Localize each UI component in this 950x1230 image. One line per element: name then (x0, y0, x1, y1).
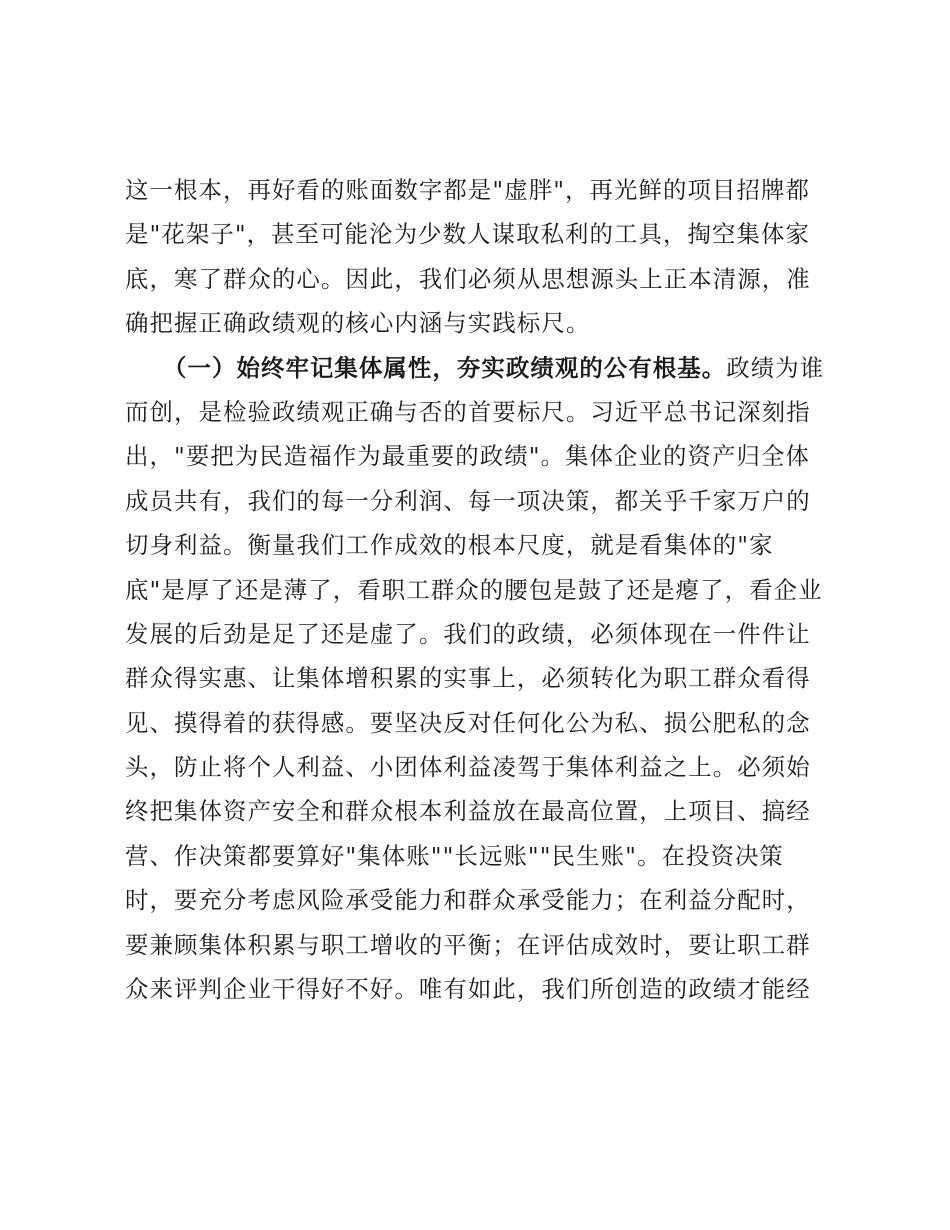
text-line: 这一根本，再好看的账面数字都是"虚胖"，再光鲜的项目招牌都 (125, 176, 810, 204)
text-line-rest: 政绩为谁 (726, 353, 825, 382)
text-line: 成员共有，我们的每一分利润、每一项决策，都关乎千家万户的 (125, 486, 811, 515)
text-line: 底"是厚了还是薄了，看职工群众的腰包是鼓了还是瘪了，看企业 (125, 575, 823, 604)
body-text (125, 168, 835, 1011)
text-line: 底，寒了群众的心。因此，我们必须从思想源头上正本清源，准 (125, 264, 811, 293)
text-line: 切身利益。衡量我们工作成效的根本尺度，就是看集体的"家 (125, 531, 774, 560)
section-heading: （一）始终牢记集体属性，夯实政绩观的公有根基。 (163, 353, 727, 382)
text-line: 时，要充分考虑风险承受能力和群众承受能力；在利益分配时， (125, 886, 811, 915)
text-line: 出，"要把为民造福作为最重要的政绩"。集体企业的资产归全体 (125, 442, 810, 471)
text-line: 要兼顾集体积累与职工增收的平衡；在评估成效时，要让职工群 (125, 930, 811, 959)
section-heading-line (125, 346, 835, 390)
text-line: 而创，是检验政绩观正确与否的首要标尺。习近平总书记深刻指 (125, 397, 811, 426)
text-line: 群众得实惠、让集体增积累的实事上，必须转化为职工群众看得 (125, 664, 811, 693)
text-line: 众来评判企业干得好不好。唯有如此，我们所创造的政绩才能经 (125, 975, 811, 1004)
text-line: 头，防止将个人利益、小团体利益凌驾于集体利益之上。必须始 (125, 753, 811, 782)
text-line: 是"花架子"，甚至可能沦为少数人谋取私利的工具，掏空集体家 (125, 220, 810, 249)
text-line: 营、作决策都要算好"集体账""长远账""民生账"。在投资决策 (125, 841, 784, 870)
text-line: 终把集体资产安全和群众根本利益放在最高位置，上项目、搞经 (125, 797, 811, 826)
text-line: 确把握正确政绩观的核心内涵与实践标尺。 (125, 309, 591, 338)
text-line: 发展的后劲是足了还是虚了。我们的政绩，必须体现在一件件让 (125, 619, 811, 648)
text-line: 见、摸得着的获得感。要坚决反对任何化公为私、损公肥私的念 (125, 708, 811, 737)
